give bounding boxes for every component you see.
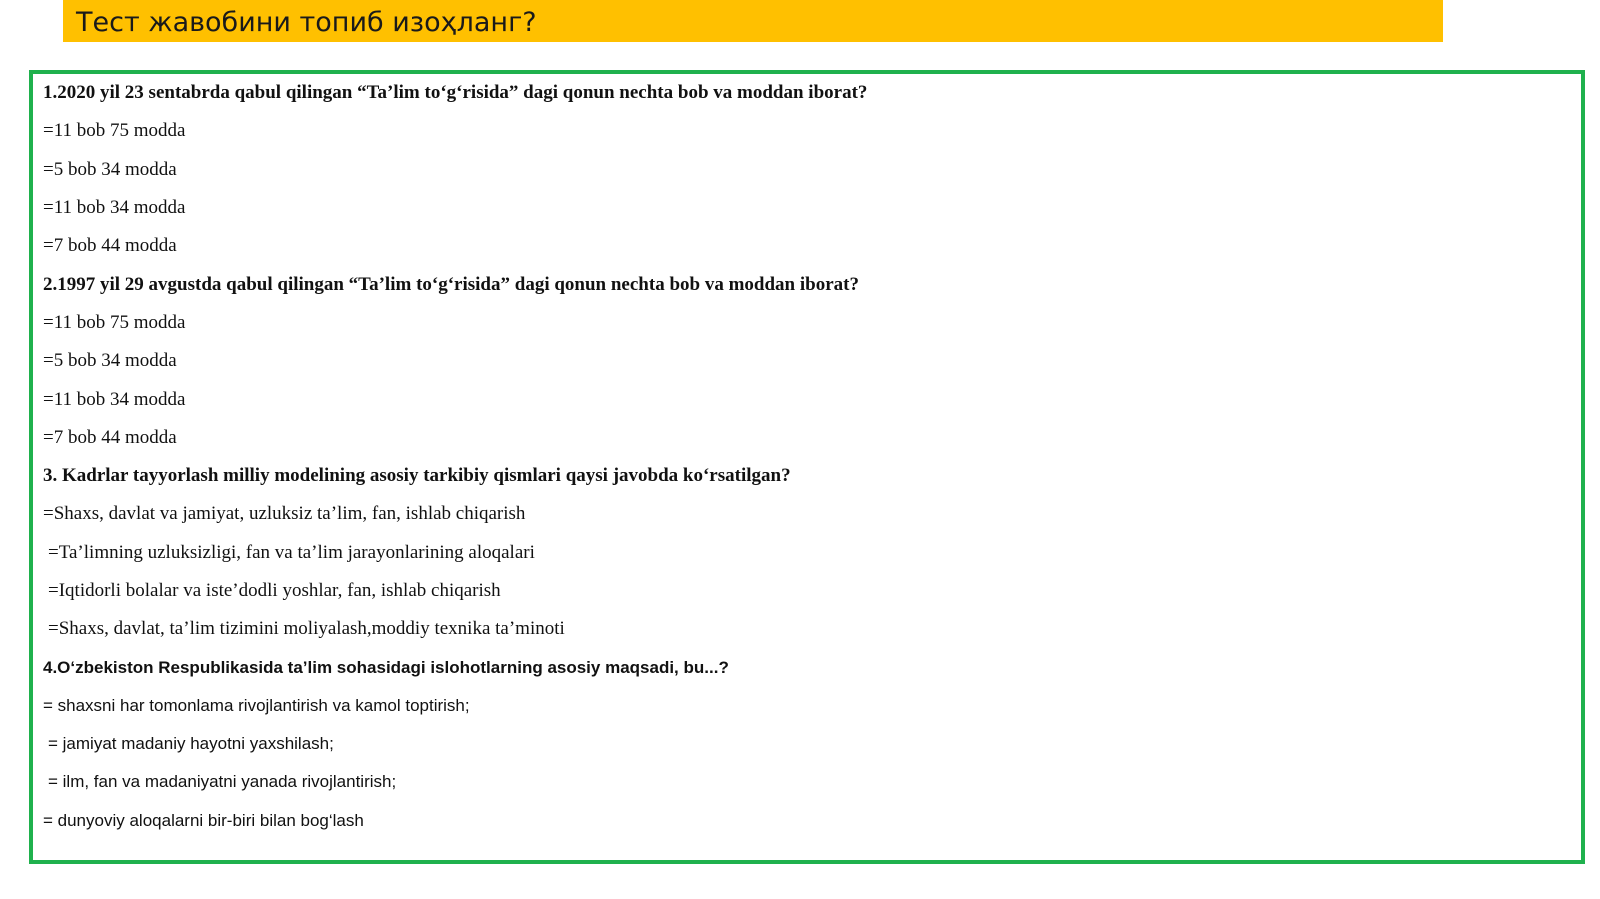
q3-answer-2: =Ta’limning uzluksizligi, fan va ta’lim jarayonlarining aloqalari [48,541,535,563]
page-title: Тест жавобини топиб изоҳланг? [76,6,537,38]
q4-answer-3: = ilm, fan va madaniyatni yanada rivojlantirish; [48,772,397,792]
q2-answer-2: =5 bob 34 modda [43,350,177,372]
q1-answer-2: =5 bob 34 modda [43,158,177,180]
q2-answer-1: =11 bob 75 modda [43,311,186,333]
title-banner [63,0,1443,42]
q3-answer-1: =Shaxs, davlat va jamiyat, uzluksiz ta’lim, fan, ishlab chiqarish [43,503,526,525]
q3-answer-3: =Iqtidorli bolalar va iste’dodli yoshlar, fan, ishlab chiqarish [48,580,501,601]
quiz-panel [29,70,1585,864]
q1-answer-4: =7 bob 44 modda [43,235,177,257]
q1-answer-3: =11 bob 34 modda [43,197,186,219]
q1-answer-1: =11 bob 75 modda [43,120,186,142]
question-2: 2.1997 yil 29 avgustda qabul qilingan “Ta’lim to‘g‘risida” dagi qonun nechta bob va moddan iborat? [43,273,859,295]
q2-answer-4: =7 bob 44 modda [43,426,177,448]
q3-answer-4: =Shaxs, davlat, ta’lim tizimini moliyalash,moddiy texnika ta’minoti [48,618,565,640]
q4-answer-2: = jamiyat madaniy hayotni yaxshilash; [48,734,334,754]
q4-answer-4: = dunyoviy aloqalarni bir-biri bilan bog‘lash [43,810,364,830]
question-4: 4.O‘zbekiston Respublikasida ta’lim sohasidagi islohotlarning asosiy maqsadi, bu...? [43,657,729,677]
question-1: 1.2020 yil 23 sentabrda qabul qilingan “Ta’lim to‘g‘risida” dagi qonun nechta bob va moddan iborat? [43,82,868,104]
q4-answer-1: = shaxsni har tomonlama rivojlantirish va kamol toptirish; [43,695,470,715]
question-list [43,74,1571,840]
question-3: 3. Kadrlar tayyorlash milliy modelining asosiy tarkibiy qismlari qaysi javobda ko‘rsatilgan? [43,465,791,487]
q2-answer-3: =11 bob 34 modda [43,388,186,410]
